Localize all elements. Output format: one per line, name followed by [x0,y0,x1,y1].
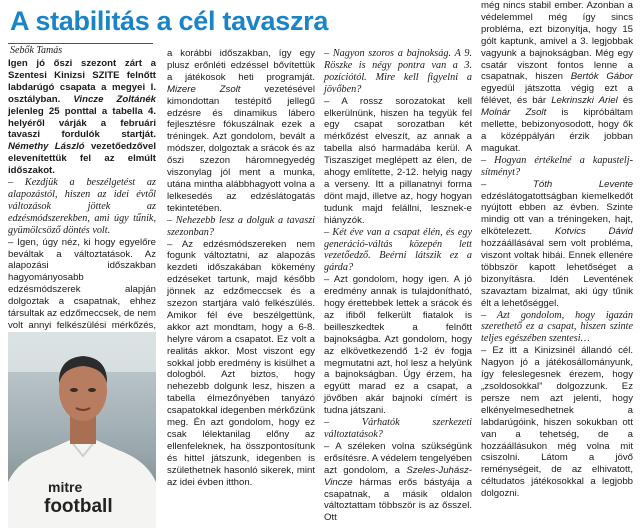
column-1 [8,58,156,329]
question-4: – Két éve van a csapat élén, és egy generáció-váltás közepén lett vezetőedző. Beérni látszik ez a gárda? [324,226,472,274]
answer-7: – Ez itt a Kinizsinél állandó cél. Nagyon jó a játékosállományunk, így feleslegesnek érezem, hogy „zsoldosokkal” dolgozzunk. Ez persze nem azt jelenti, hogy elkényelmesedhetnek a labdarúgóink, hiszen sokukban ott van a tehetség, de a hozzáállásukon még volna mit csiszolni. Látom a jövő reménységeit, de az elhivatott, céltudatos játékosokkal a legjobb dolgozni. [481,345,633,500]
answer-4: – Azt gondolom, hogy igen. A jó eredmény annak is tulajdonítható, hogy érettebbek lettek a srácok és az ifiből felkerült fiatalok is beilleszkedtek a felnőtt bajnokságba. Azt gondolom, hogy az elkövetkezendő 1-2 év fogja megmutatni azt, hol lesz a helyünk a bajnokságban. Úgy érzem, ha együtt marad ez a csapat, a jövőben akár bajnoki címért is tudna játszani. [324,274,472,417]
byline: Sebők Tamás [10,45,63,56]
byline-rule [8,43,153,44]
question-7: – Azt gondolom, hogy igazán szerethető ez a csapat, hiszen szinte teljes egészében szentesi… [481,309,633,345]
column-3 [324,48,472,528]
column-4 [481,0,633,528]
answer-2: – Az edzésmódszereken nem fogunk változtatni, az alapozás kezdeti időszakában kökemény edzéseket tartunk, majd később jönnek az edzőmeccsek és a szezon startjára való felkészülés. Amikor fél éve beszélgettünk, akkor azt mondtam, hogy a 6-8. helyre várom a csapatot. Ez volt a realitás akkor. Most viszont egy sokkal jobb eredmény is kisülhet a dologból. Azt biztos, hogy nehezebb dolgunk lesz, hiszen a tabella élmezőnyében tanyázó csapatokkal idegenben mérkőzünk meg. Én azt gondolom, hogy ez csak lélektanilag előny az ellenfeleknek, ha összpontosítunk és hittel játszunk, idegenben is születhetnek hasonló sikerek, mint az idei évben itthon. [167,238,315,488]
coach-photo [8,332,156,528]
question-2: – Nehezebb lesz a dolguk a tavaszi szezonban? [167,214,315,238]
column-2 [167,48,315,528]
question-3: – Nagyon szoros a bajnokság. A 9. Röszke is négy pontra van a 3. pozíciótól. Mire kell figyelni a jövőben? [324,48,472,95]
question-1: – Kezdjük a beszélgetést az alapozástól, hiszen az idei évtől változások jöttek az edzésmódszerekben, ami úgy tűnik, gyümölcsöző döntés volt. [8,177,156,236]
question-6: – Hogyan értékelné a kapustelj-sítményt? [481,154,633,178]
shirt-brand-text: mitre [48,479,83,495]
answer-5-continued: még nincs stabil ember. Azonban a védelemmel még így sincs probléma, ezt bizonyítja, hogy 15 gólt kaptunk, amivel a 3. legjobbak vagyunk a bajnokságban. Még egy csatár viszont fontos lenne a csapatnak, hiszen Bertók Gábor egyedül játszotta végig ezt a félévet, és bár Lekrinszki Ariel és Molnár Zsolt is kipróbáltam mellette, bebizonyosodott, hogy ők a középpályán érzik jobban magukat. [481,0,633,154]
question-5: – Várhatók szerkezeti változtatások? [324,417,472,440]
answer-6: – Tóth Levente edzéslátogatottságban kiemelkedőt nyújtott ebben az évben. Szinte mindig ott van a tréningeken, hajt, elkötelezett. Kotvics Dávid hozzáállásával sem volt probléma, viszont voltak hibái. Ennek ellenére többször kapott lehetőséget a bizonyításra. Idén Leventének szavaztam bizalmat, aki úgy tűnik élt a lehetőséggel. [481,178,633,309]
lead-paragraph: Igen jó őszi szezont zárt a Szentesi Kinizsi SZITE felnőtt labdarúgó csapata a megyei I. osztályban. Vincze Zoltánék jelenleg 25 ponttal a tabella 4. helyéről várják a februári tavaszi fordulók startját. Némethy László vezetőedzővel elevenítettük fel az elmúlt időszakot. [8,58,157,177]
answer-1: – Igen, úgy néz, ki hogy egyelőre beváltak a változtatások. Az alapozási időszakban hagyományosabb edzésmódszerek alapján dolgoztak a csapatnak, ehhez társultak az edzőmeccsek, de nem volt annyi felkészülési mérkőzés, [8,236,156,331]
answer-5: – A széleken volna szükségünk erősítésre. A védelem tengelyében azt gondolom, a Szeles-Juhász-Vincze hármas erős bástyája a csapatnak, a másik oldalon változtattam többször is az ősszel. Ott [324,440,472,524]
shirt-football-text: football [44,496,113,517]
article-headline: A stabilitás a cél tavaszra [10,6,329,36]
answer-3: – A rossz sorozatokat kell elkerülnünk, hiszen ha tegyük fel egy csapat sorozatban két mérkőzést elveszít, az annak a tabella alsó harmadába kerül. A Tiszasziget meglépett az élen, de ahogy említette, 2-12. helyig nagy a verseny. Itt a pillanatnyi forma dönt majd, illetve az, hogy hogyan tudunk majd felállni, lesznek-e hiányzók. [324,95,472,226]
answer-1-continued: a korábbi időszakban, így egy plusz erőnléti edzéssel bővítettük a játékosok heti programját. Mizere Zsolt vezetésével kimondottan testépítő jellegű edzésre és dinamikus lábero fejlesztésre fókuszálnak ezek a tréningek. Azt gondolom, bevált a módszer, dolgoztak a srácok és az őszi szezon háromnegyedég viszonylag jól ment a munka, utána mintha alábbhagyott volna a lelkesedés az edzéslátogatás tekintetében. [167,48,315,214]
